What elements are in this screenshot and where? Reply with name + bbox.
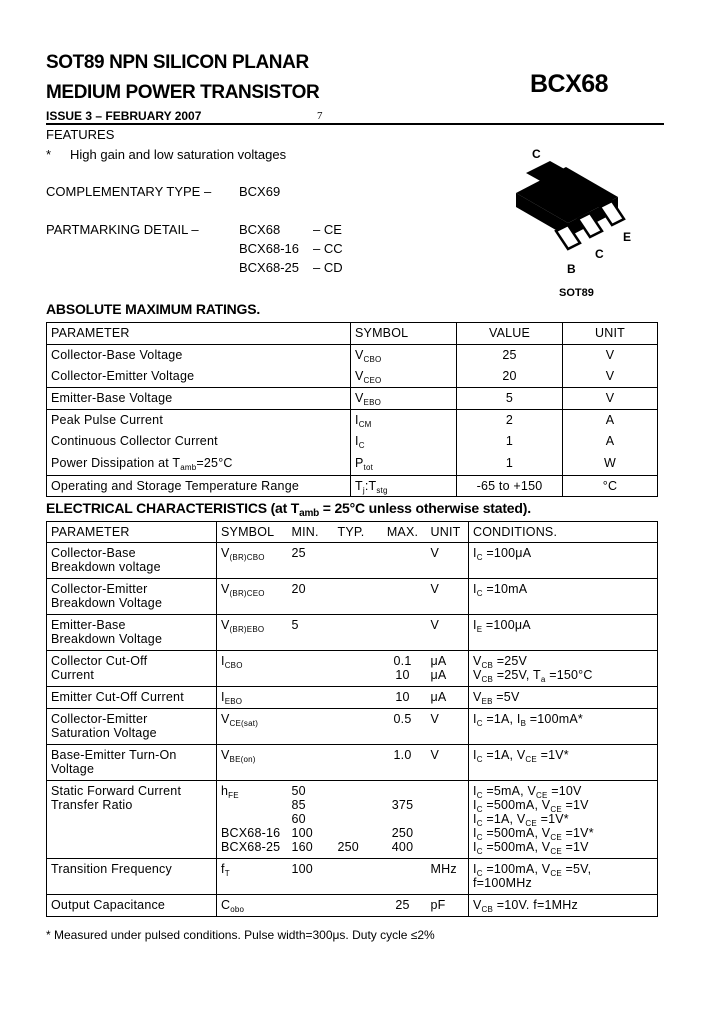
col-header-value: VALUE <box>457 323 563 345</box>
unit-cell: A <box>605 434 615 449</box>
col-header-unit: UNIT <box>427 522 469 543</box>
table-header-row <box>47 323 658 345</box>
param-cell: Collector Cut-Off Current <box>47 651 217 687</box>
conditions-cell: $I_C =100mA$, $V_{CE} =5V$, f=100MHz <box>469 859 658 895</box>
col-header-parameter: PARAMETER <box>47 522 217 543</box>
partmarking-part: BCX68-16 <box>239 241 299 256</box>
typ-cell <box>334 579 379 615</box>
elec-heading: ELECTRICAL CHARACTERISTICS (at $T_{amb} = 25^\circ C$ unless otherwise stated). <box>46 500 531 519</box>
col-header-parameter: PARAMETER <box>47 323 351 345</box>
unit-cell: V <box>605 369 615 384</box>
symbol-cell: $V_{CE(sat)}$ <box>217 709 288 745</box>
param-cell: Transition Frequency <box>47 859 217 895</box>
abs-max-table <box>46 322 658 497</box>
table-row <box>47 410 658 432</box>
unit-cell: V <box>427 579 469 615</box>
unit-cell: pF <box>427 895 469 917</box>
value-cell: 20 <box>457 366 563 388</box>
col-header-symbol: SYMBOL <box>221 525 275 539</box>
table-row <box>47 579 658 615</box>
min-cell: 25 <box>288 543 334 579</box>
param-cell: Continuous Collector Current <box>47 431 351 453</box>
package-name: SOT89 <box>559 287 594 299</box>
conditions-cell: $V_{EB} =5V$ <box>469 687 658 709</box>
partmarking-code: – CC <box>313 241 343 256</box>
unit-cell: V <box>427 543 469 579</box>
unit-cell: V <box>427 709 469 745</box>
complementary-label: COMPLEMENTARY TYPE – <box>46 184 212 199</box>
footnote: * Measured under pulsed conditions. Pulse width=300μs. Duty cycle ≤2% <box>46 928 435 942</box>
value-cell: 2 <box>457 410 563 432</box>
param-cell: Collector-Emitter Voltage <box>47 366 351 388</box>
max-cell: 0.1 10 <box>379 651 427 687</box>
param-cell: Collector-Base Breakdown voltage <box>47 543 217 579</box>
col-header-unit: UNIT <box>563 323 658 345</box>
typ-cell <box>334 543 379 579</box>
table-row <box>47 709 658 745</box>
features-heading: FEATURES <box>46 127 115 142</box>
min-cell <box>288 651 334 687</box>
conditions-cell: $V_{CB} =25V$ $V_{CB} =25V$, $T_a =150^\circ C$ <box>469 651 658 687</box>
param-cell: Emitter-Base Voltage <box>47 388 351 410</box>
conditions-cell: $I_E =100\mu A$ <box>469 615 658 651</box>
unit-cell: V <box>427 615 469 651</box>
table-row <box>47 859 658 895</box>
max-cell: 25 <box>379 895 427 917</box>
partmarking-label: PARTMARKING DETAIL – <box>46 222 199 237</box>
param-cell: Emitter-Base Breakdown Voltage <box>47 615 217 651</box>
param-cell: Collector-Base Voltage <box>47 344 351 366</box>
symbol-cell: $V_{(BR)CEO}$ <box>217 579 288 615</box>
unit-cell: A <box>563 410 658 432</box>
partmarking-part: BCX68-25 <box>239 260 299 275</box>
table-row <box>47 431 658 453</box>
features-bullet: * <box>46 147 52 162</box>
table-row <box>47 388 658 410</box>
symbol-cell: $P_{tot}$ <box>351 453 457 475</box>
symbol-cell: $T_j:T_{stg}$ <box>351 475 457 497</box>
sot89-package-drawing <box>506 145 646 305</box>
pin-b-label: B <box>567 262 576 276</box>
table-row <box>47 366 658 388</box>
max-cell: 375 250 400 <box>379 781 427 859</box>
conditions-cell: $I_C =5mA$, $V_{CE} =10V$ $I_C =500mA$, $V_{CE} =1V$ $I_C =1A$, $V_{CE} =1V*$ $I_C =500mA$, $V_{CE} =1V*$ $I_C =500mA$, $V_{CE} =1V$ <box>469 781 658 859</box>
col-header-max: MAX. <box>386 525 419 539</box>
min-cell <box>288 709 334 745</box>
min-cell: 100 <box>288 859 334 895</box>
param-cell: Collector-Emitter Saturation Voltage <box>47 709 217 745</box>
unit-cell: μA <box>427 687 469 709</box>
typ-cell <box>334 745 379 781</box>
param-cell: Static Forward Current Transfer Ratio <box>47 781 217 859</box>
unit-cell: V <box>605 347 615 362</box>
min-cell <box>288 895 334 917</box>
max-cell <box>379 859 427 895</box>
abs-max-heading: ABSOLUTE MAXIMUM RATINGS. <box>46 301 261 317</box>
table-row <box>47 344 658 366</box>
unit-cell <box>427 781 469 859</box>
col-header-conditions: CONDITIONS. <box>473 525 558 539</box>
max-cell <box>379 615 427 651</box>
max-cell <box>379 579 427 615</box>
param-cell: Output Capacitance <box>47 895 217 917</box>
part-number: BCX68 <box>530 70 609 98</box>
symbol-cell: $I_{CBO}$ <box>217 651 288 687</box>
value-cell: 1 <box>457 431 563 453</box>
symbol-cell: $I_C$ <box>351 431 457 453</box>
features-item: High gain and low saturation voltages <box>70 147 287 162</box>
table-row <box>47 745 658 781</box>
table-row <box>47 543 658 579</box>
max-cell <box>379 543 427 579</box>
conditions-cell: $V_{CB} =10V$. f=1MHz <box>469 895 658 917</box>
value-cell: 5 <box>457 388 563 410</box>
col-header-min: MIN. <box>291 525 319 539</box>
param-cell: Operating and Storage Temperature Range <box>47 475 351 497</box>
table-row <box>47 475 658 497</box>
table-row <box>47 895 658 917</box>
col-header-symbol: SYMBOL <box>351 323 457 345</box>
header-divider <box>46 123 664 125</box>
value-cell: 25 <box>457 344 563 366</box>
max-cell: 10 <box>379 687 427 709</box>
typ-cell <box>334 615 379 651</box>
param-cell: Peak Pulse Current <box>47 410 351 432</box>
pin-c-label: C <box>595 247 604 261</box>
unit-cell: V <box>427 745 469 781</box>
unit-cell: MHz <box>427 859 469 895</box>
document-title-line2: MEDIUM POWER TRANSISTOR <box>46 82 320 103</box>
symbol-cell: $I_{EBO}$ <box>217 687 288 709</box>
unit-cell: V <box>563 388 658 410</box>
complementary-value: BCX69 <box>239 184 281 199</box>
symbol-cell: $I_{CM}$ <box>351 410 457 432</box>
conditions-cell: $I_C =1A$, $V_{CE} =1V*$ <box>469 745 658 781</box>
min-cell: 20 <box>288 579 334 615</box>
symbol-cell: $V_{(BR)CBO}$ <box>217 543 288 579</box>
param-cell: Base-Emitter Turn-On Voltage <box>47 745 217 781</box>
param-cell: Power Dissipation at $T_{amb}=25^\circ C$ <box>47 453 351 475</box>
min-cell <box>288 745 334 781</box>
typ-cell <box>334 895 379 917</box>
document-title-line1: SOT89 NPN SILICON PLANAR <box>46 52 309 73</box>
table-row <box>47 453 658 475</box>
typ-cell <box>334 859 379 895</box>
col-header-typ: TYP. <box>337 525 365 539</box>
unit-cell: W <box>604 456 616 471</box>
table-row <box>47 781 658 859</box>
conditions-cell: $I_C =10mA$ <box>469 579 658 615</box>
max-cell: 1.0 <box>379 745 427 781</box>
issue-date: ISSUE 3 – FEBRUARY 2007 <box>46 109 202 123</box>
min-cell <box>288 687 334 709</box>
symbol-cell: $V_{CEO}$ <box>351 366 457 388</box>
min-cell: 5 <box>288 615 334 651</box>
param-cell: Collector-Emitter Breakdown Voltage <box>47 579 217 615</box>
table-row <box>47 651 658 687</box>
typ-cell <box>334 687 379 709</box>
symbol-cell: $h_{FE}$ BCX68-16 BCX68-25 <box>217 781 288 859</box>
unit-cell: °C <box>563 475 658 497</box>
partmarking-part: BCX68 <box>239 222 281 237</box>
symbol-cell: $f_T$ <box>217 859 288 895</box>
conditions-cell: $I_C =100\mu A$ <box>469 543 658 579</box>
conditions-cell: $I_C =1A$, $I_B =100mA*$ <box>469 709 658 745</box>
typ-cell <box>334 709 379 745</box>
typ-cell <box>334 651 379 687</box>
table-row <box>47 615 658 651</box>
value-cell: -65 to +150 <box>457 475 563 497</box>
symbol-cell: $V_{EBO}$ <box>351 388 457 410</box>
table-row <box>47 687 658 709</box>
typ-cell: 250 <box>334 781 379 859</box>
symbol-cell: $C_{obo}$ <box>217 895 288 917</box>
max-cell: 0.5 <box>379 709 427 745</box>
sot89-package-icon <box>506 145 646 270</box>
value-cell: 1 <box>457 453 563 475</box>
page-mark: 7 <box>317 110 323 122</box>
partmarking-code: – CE <box>313 222 342 237</box>
table-header-row <box>47 522 658 543</box>
partmarking-code: – CD <box>313 260 343 275</box>
elec-table <box>46 521 658 917</box>
pin-e-label: E <box>623 230 632 244</box>
symbol-cell: $V_{BE(on)}$ <box>217 745 288 781</box>
unit-cell: μA μA <box>427 651 469 687</box>
symbol-cell: $V_{(BR)EBO}$ <box>217 615 288 651</box>
symbol-cell: $V_{CBO}$ <box>351 344 457 366</box>
pin-c-top-label: C <box>532 147 541 161</box>
min-cell: 50 85 60 100 160 <box>288 781 334 859</box>
param-cell: Emitter Cut-Off Current <box>47 687 217 709</box>
